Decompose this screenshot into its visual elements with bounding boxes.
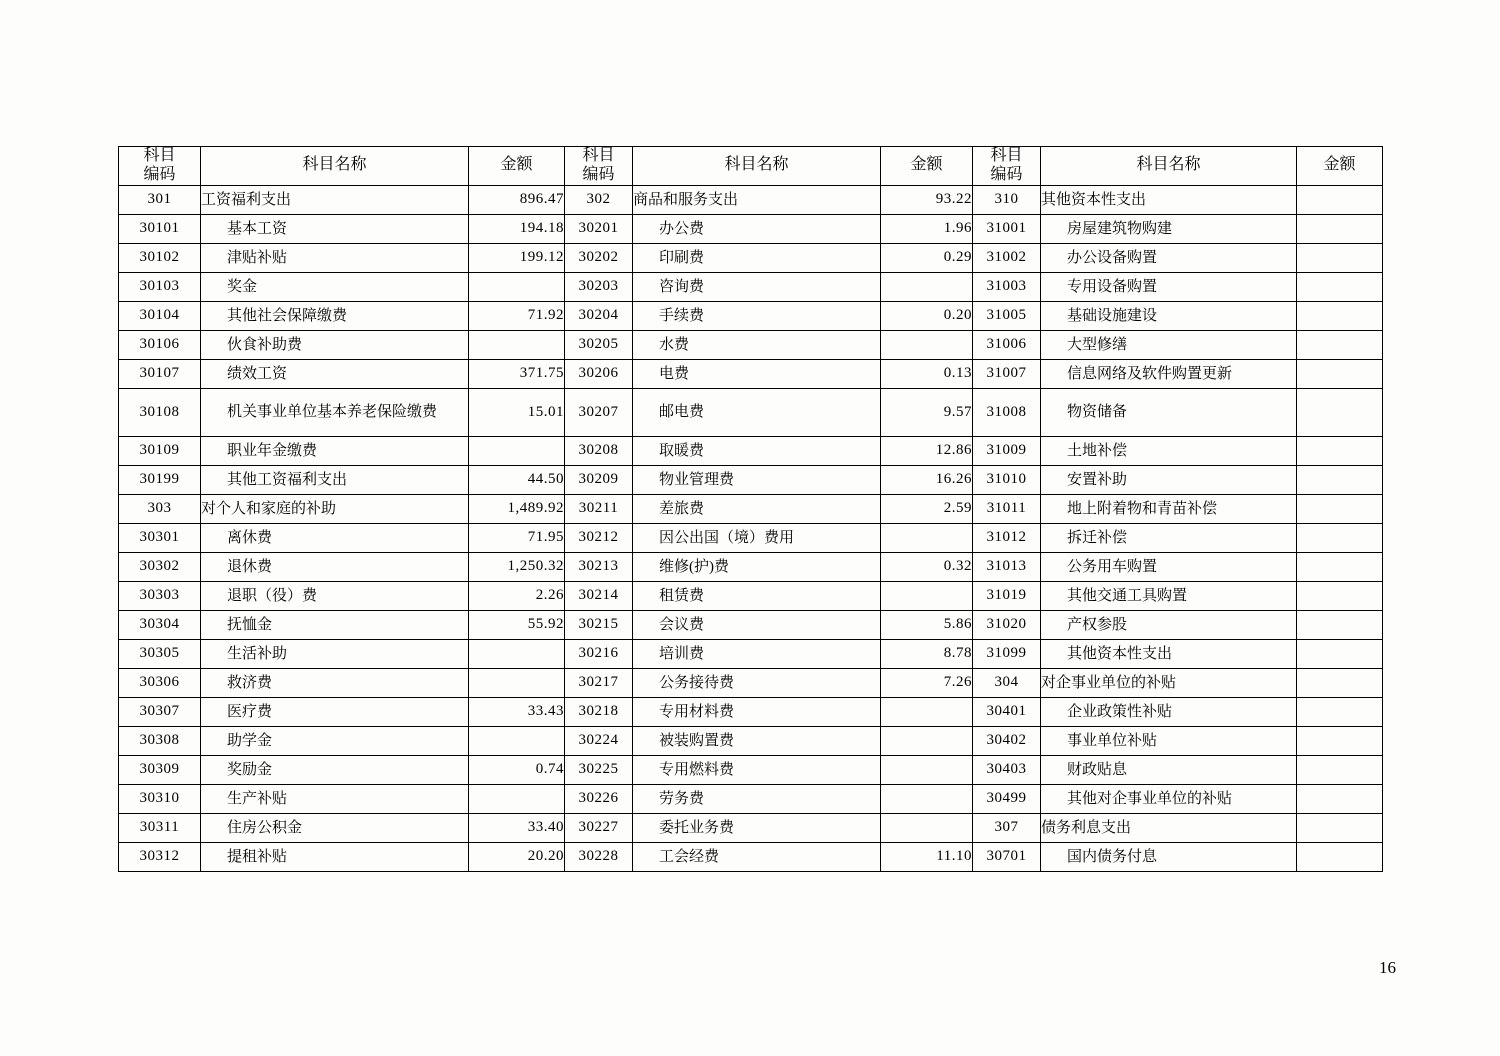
table-row (119, 272, 1383, 301)
page-number: 16 (1379, 958, 1396, 977)
cell-amount-1 (469, 639, 565, 668)
cell-name-3: 房屋建筑物购建 (1041, 214, 1297, 243)
cell-amount-3 (1297, 523, 1383, 552)
budget-table-container (118, 146, 1382, 872)
cell-code-2: 30201 (565, 214, 633, 243)
table-row (119, 185, 1383, 214)
cell-amount-2: 0.20 (881, 301, 973, 330)
cell-code-1: 30104 (119, 301, 201, 330)
cell-code-1: 30302 (119, 552, 201, 581)
cell-amount-3 (1297, 639, 1383, 668)
header-amount-3: 金额 (1297, 147, 1383, 186)
cell-code-3: 31008 (973, 388, 1041, 436)
cell-code-1: 30305 (119, 639, 201, 668)
table-row (119, 301, 1383, 330)
cell-name-1: 离休费 (201, 523, 469, 552)
cell-amount-3 (1297, 185, 1383, 214)
cell-amount-1: 371.75 (469, 359, 565, 388)
cell-name-3: 物资储备 (1041, 388, 1297, 436)
cell-code-1: 301 (119, 185, 201, 214)
cell-code-3: 31007 (973, 359, 1041, 388)
header-amount-2: 金额 (881, 147, 973, 186)
cell-name-2: 物业管理费 (633, 465, 881, 494)
cell-name-3: 基础设施建设 (1041, 301, 1297, 330)
cell-name-2: 商品和服务支出 (633, 185, 881, 214)
cell-name-1: 工资福利支出 (201, 185, 469, 214)
cell-name-3: 事业单位补贴 (1041, 726, 1297, 755)
header-amount-1: 金额 (469, 147, 565, 186)
cell-name-3: 地上附着物和青苗补偿 (1041, 494, 1297, 523)
cell-name-1: 提租补贴 (201, 842, 469, 871)
cell-name-2: 邮电费 (633, 388, 881, 436)
table-row (119, 639, 1383, 668)
cell-name-2: 被装购置费 (633, 726, 881, 755)
cell-code-2: 30226 (565, 784, 633, 813)
cell-amount-1 (469, 668, 565, 697)
cell-name-2: 手续费 (633, 301, 881, 330)
cell-name-1: 津贴补贴 (201, 243, 469, 272)
table-row (119, 755, 1383, 784)
cell-amount-3 (1297, 243, 1383, 272)
cell-code-1: 30102 (119, 243, 201, 272)
cell-amount-1 (469, 726, 565, 755)
cell-amount-1: 71.95 (469, 523, 565, 552)
cell-code-1: 30311 (119, 813, 201, 842)
cell-amount-3 (1297, 465, 1383, 494)
cell-name-2: 维修(护)费 (633, 552, 881, 581)
header-code-2 (565, 147, 633, 186)
table-row (119, 610, 1383, 639)
cell-name-2: 取暖费 (633, 436, 881, 465)
cell-amount-3 (1297, 272, 1383, 301)
cell-code-3: 30403 (973, 755, 1041, 784)
cell-name-3: 企业政策性补贴 (1041, 697, 1297, 726)
table-row (119, 388, 1383, 436)
cell-amount-3 (1297, 436, 1383, 465)
cell-code-2: 30206 (565, 359, 633, 388)
cell-amount-2: 16.26 (881, 465, 973, 494)
cell-code-2: 30213 (565, 552, 633, 581)
cell-name-3: 专用设备购置 (1041, 272, 1297, 301)
cell-code-1: 30309 (119, 755, 201, 784)
cell-amount-3 (1297, 755, 1383, 784)
cell-amount-2: 2.59 (881, 494, 973, 523)
cell-code-1: 30310 (119, 784, 201, 813)
table-row (119, 330, 1383, 359)
cell-code-3: 31001 (973, 214, 1041, 243)
cell-name-1: 伙食补助费 (201, 330, 469, 359)
cell-amount-3 (1297, 610, 1383, 639)
cell-amount-1: 0.74 (469, 755, 565, 784)
header-name-2: 科目名称 (633, 147, 881, 186)
cell-amount-3 (1297, 330, 1383, 359)
cell-amount-3 (1297, 581, 1383, 610)
header-row (119, 147, 1383, 186)
cell-name-1: 对个人和家庭的补助 (201, 494, 469, 523)
table-row (119, 813, 1383, 842)
cell-name-3: 其他资本性支出 (1041, 639, 1297, 668)
cell-amount-3 (1297, 842, 1383, 871)
cell-name-2: 专用燃料费 (633, 755, 881, 784)
cell-code-3: 31020 (973, 610, 1041, 639)
table-body (119, 185, 1383, 871)
header-code-3-line1: 科目 (990, 147, 1023, 164)
header-code-1-line2: 编码 (143, 165, 176, 183)
header-code-1 (119, 147, 201, 186)
cell-code-3: 31013 (973, 552, 1041, 581)
header-code-3 (973, 147, 1041, 186)
budget-table (118, 146, 1383, 872)
table-row (119, 581, 1383, 610)
cell-code-3: 31005 (973, 301, 1041, 330)
cell-amount-3 (1297, 813, 1383, 842)
header-code-2-line2: 编码 (582, 165, 615, 183)
cell-name-3: 对企事业单位的补贴 (1041, 668, 1297, 697)
header-name-1: 科目名称 (201, 147, 469, 186)
cell-name-1: 奖金 (201, 272, 469, 301)
cell-code-3: 31010 (973, 465, 1041, 494)
cell-amount-1 (469, 436, 565, 465)
cell-code-2: 30217 (565, 668, 633, 697)
cell-code-1: 30306 (119, 668, 201, 697)
cell-code-1: 30108 (119, 388, 201, 436)
table-row (119, 726, 1383, 755)
cell-amount-1: 1,250.32 (469, 552, 565, 581)
cell-name-1: 机关事业单位基本养老保险缴费 (201, 388, 469, 436)
cell-name-2: 工会经费 (633, 842, 881, 871)
cell-amount-2: 0.32 (881, 552, 973, 581)
cell-name-1: 救济费 (201, 668, 469, 697)
cell-name-3: 公务用车购置 (1041, 552, 1297, 581)
cell-code-3: 31009 (973, 436, 1041, 465)
cell-amount-1: 2.26 (469, 581, 565, 610)
cell-name-1: 助学金 (201, 726, 469, 755)
cell-name-1: 基本工资 (201, 214, 469, 243)
cell-code-1: 30303 (119, 581, 201, 610)
cell-amount-1: 194.18 (469, 214, 565, 243)
cell-code-1: 30103 (119, 272, 201, 301)
cell-code-2: 30212 (565, 523, 633, 552)
cell-name-1: 生产补贴 (201, 784, 469, 813)
cell-code-1: 30199 (119, 465, 201, 494)
cell-code-1: 30101 (119, 214, 201, 243)
cell-name-2: 培训费 (633, 639, 881, 668)
cell-amount-1 (469, 784, 565, 813)
table-row (119, 243, 1383, 272)
cell-code-2: 30209 (565, 465, 633, 494)
cell-amount-2: 0.29 (881, 243, 973, 272)
cell-name-1: 医疗费 (201, 697, 469, 726)
cell-amount-3 (1297, 726, 1383, 755)
cell-amount-2 (881, 581, 973, 610)
cell-code-3: 31019 (973, 581, 1041, 610)
cell-amount-2 (881, 697, 973, 726)
cell-code-2: 302 (565, 185, 633, 214)
cell-name-2: 印刷费 (633, 243, 881, 272)
cell-code-2: 30214 (565, 581, 633, 610)
table-row (119, 523, 1383, 552)
cell-name-1: 其他社会保障缴费 (201, 301, 469, 330)
cell-name-2: 差旅费 (633, 494, 881, 523)
cell-name-1: 其他工资福利支出 (201, 465, 469, 494)
cell-code-3: 30499 (973, 784, 1041, 813)
cell-amount-1: 15.01 (469, 388, 565, 436)
cell-name-2: 会议费 (633, 610, 881, 639)
cell-name-1: 退休费 (201, 552, 469, 581)
cell-amount-3 (1297, 697, 1383, 726)
cell-name-3: 其他对企事业单位的补贴 (1041, 784, 1297, 813)
cell-name-1: 绩效工资 (201, 359, 469, 388)
cell-code-3: 307 (973, 813, 1041, 842)
cell-code-2: 30207 (565, 388, 633, 436)
cell-code-1: 30307 (119, 697, 201, 726)
cell-amount-2: 11.10 (881, 842, 973, 871)
cell-name-3: 大型修缮 (1041, 330, 1297, 359)
cell-code-1: 30106 (119, 330, 201, 359)
cell-code-1: 30301 (119, 523, 201, 552)
cell-code-2: 30227 (565, 813, 633, 842)
cell-code-3: 31006 (973, 330, 1041, 359)
cell-code-1: 30312 (119, 842, 201, 871)
cell-name-3: 其他资本性支出 (1041, 185, 1297, 214)
cell-amount-2 (881, 726, 973, 755)
cell-name-3: 办公设备购置 (1041, 243, 1297, 272)
cell-name-1: 生活补助 (201, 639, 469, 668)
cell-amount-2: 0.13 (881, 359, 973, 388)
cell-amount-2: 8.78 (881, 639, 973, 668)
header-name-3: 科目名称 (1041, 147, 1297, 186)
table-header (119, 147, 1383, 186)
cell-amount-1: 33.40 (469, 813, 565, 842)
cell-name-3: 财政贴息 (1041, 755, 1297, 784)
cell-amount-3 (1297, 359, 1383, 388)
cell-name-2: 公务接待费 (633, 668, 881, 697)
cell-code-2: 30218 (565, 697, 633, 726)
cell-amount-1: 44.50 (469, 465, 565, 494)
cell-code-3: 30402 (973, 726, 1041, 755)
cell-code-3: 30401 (973, 697, 1041, 726)
cell-code-2: 30211 (565, 494, 633, 523)
cell-amount-1: 1,489.92 (469, 494, 565, 523)
cell-name-1: 抚恤金 (201, 610, 469, 639)
cell-amount-2: 9.57 (881, 388, 973, 436)
cell-code-2: 30215 (565, 610, 633, 639)
table-row (119, 668, 1383, 697)
cell-code-3: 31011 (973, 494, 1041, 523)
cell-code-3: 31012 (973, 523, 1041, 552)
cell-code-3: 31099 (973, 639, 1041, 668)
cell-code-1: 30107 (119, 359, 201, 388)
table-row (119, 784, 1383, 813)
cell-code-3: 31003 (973, 272, 1041, 301)
table-row (119, 465, 1383, 494)
cell-name-2: 电费 (633, 359, 881, 388)
table-row (119, 552, 1383, 581)
cell-name-1: 职业年金缴费 (201, 436, 469, 465)
table-row (119, 214, 1383, 243)
cell-name-1: 奖励金 (201, 755, 469, 784)
cell-code-2: 30202 (565, 243, 633, 272)
cell-code-1: 30308 (119, 726, 201, 755)
cell-name-2: 租赁费 (633, 581, 881, 610)
cell-name-3: 信息网络及软件购置更新 (1041, 359, 1297, 388)
header-code-3-line2: 编码 (990, 165, 1023, 183)
cell-amount-1 (469, 272, 565, 301)
cell-name-1: 住房公积金 (201, 813, 469, 842)
cell-name-3: 土地补偿 (1041, 436, 1297, 465)
header-code-2-line1: 科目 (582, 147, 615, 164)
cell-name-3: 其他交通工具购置 (1041, 581, 1297, 610)
cell-amount-3 (1297, 784, 1383, 813)
cell-code-2: 30224 (565, 726, 633, 755)
cell-name-3: 拆迁补偿 (1041, 523, 1297, 552)
cell-code-2: 30208 (565, 436, 633, 465)
cell-amount-2: 5.86 (881, 610, 973, 639)
cell-name-3: 产权参股 (1041, 610, 1297, 639)
table-row (119, 494, 1383, 523)
cell-code-2: 30225 (565, 755, 633, 784)
cell-code-1: 30109 (119, 436, 201, 465)
cell-amount-3 (1297, 388, 1383, 436)
cell-name-1: 退职（役）费 (201, 581, 469, 610)
cell-name-2: 咨询费 (633, 272, 881, 301)
cell-code-2: 30203 (565, 272, 633, 301)
cell-code-1: 30304 (119, 610, 201, 639)
cell-code-2: 30204 (565, 301, 633, 330)
cell-amount-1: 20.20 (469, 842, 565, 871)
cell-amount-2: 7.26 (881, 668, 973, 697)
cell-amount-3 (1297, 301, 1383, 330)
cell-amount-3 (1297, 214, 1383, 243)
cell-amount-3 (1297, 668, 1383, 697)
cell-name-2: 劳务费 (633, 784, 881, 813)
cell-amount-3 (1297, 494, 1383, 523)
cell-amount-2: 93.22 (881, 185, 973, 214)
cell-amount-2 (881, 755, 973, 784)
cell-amount-1: 33.43 (469, 697, 565, 726)
header-code-1-line1: 科目 (143, 147, 176, 164)
cell-code-2: 30216 (565, 639, 633, 668)
cell-name-3: 债务利息支出 (1041, 813, 1297, 842)
cell-amount-2 (881, 330, 973, 359)
cell-amount-2 (881, 272, 973, 301)
cell-name-2: 专用材料费 (633, 697, 881, 726)
cell-amount-3 (1297, 552, 1383, 581)
cell-amount-1: 199.12 (469, 243, 565, 272)
table-row (119, 359, 1383, 388)
cell-code-2: 30228 (565, 842, 633, 871)
table-row (119, 697, 1383, 726)
table-row (119, 436, 1383, 465)
cell-code-3: 30701 (973, 842, 1041, 871)
cell-code-3: 31002 (973, 243, 1041, 272)
cell-name-2: 因公出国（境）费用 (633, 523, 881, 552)
cell-amount-2 (881, 813, 973, 842)
cell-name-3: 国内债务付息 (1041, 842, 1297, 871)
cell-code-3: 304 (973, 668, 1041, 697)
cell-amount-1: 71.92 (469, 301, 565, 330)
cell-name-2: 办公费 (633, 214, 881, 243)
table-row (119, 842, 1383, 871)
cell-name-3: 安置补助 (1041, 465, 1297, 494)
cell-amount-2 (881, 784, 973, 813)
cell-name-2: 委托业务费 (633, 813, 881, 842)
cell-code-1: 303 (119, 494, 201, 523)
cell-amount-1: 896.47 (469, 185, 565, 214)
cell-code-3: 310 (973, 185, 1041, 214)
cell-amount-2 (881, 523, 973, 552)
cell-code-2: 30205 (565, 330, 633, 359)
cell-amount-2: 1.96 (881, 214, 973, 243)
cell-amount-2: 12.86 (881, 436, 973, 465)
cell-amount-1: 55.92 (469, 610, 565, 639)
cell-amount-1 (469, 330, 565, 359)
cell-name-2: 水费 (633, 330, 881, 359)
